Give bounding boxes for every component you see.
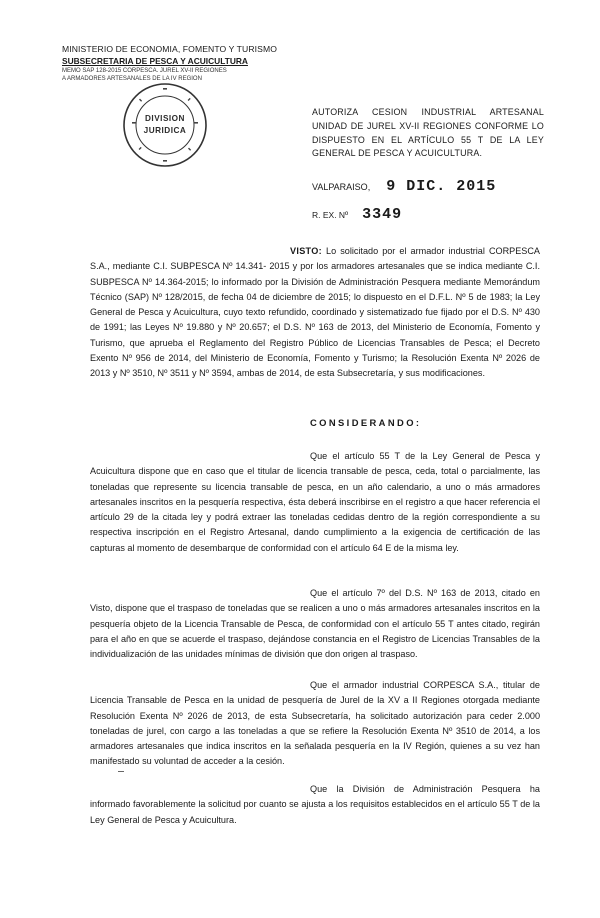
stamp-seal-icon [122,82,208,168]
reference-line-2: A ARMADORES ARTESANALES DE LA IV REGION [62,76,202,82]
rex-number: 3349 [362,206,403,223]
visto-label: VISTO: [290,246,322,256]
dateline [312,178,496,195]
rex-label: R. EX. Nº [312,210,349,220]
reference-line-1: MEMO SAP 128-2015 CORPESCA. JUREL XV-II REGIONES [62,68,227,74]
stamp-line-1: DIVISION [145,114,185,123]
considerando-paragraph-4: Que la División de Administración Pesquera ha informado favorablemente la solicitud por cuanto se ajusta a los requisitos establecidos en el artículo 55 T de la Ley General de Pesca y Acuicultura. [90,784,540,825]
margin-mark [118,771,124,772]
letterhead [62,44,292,82]
considerando-paragraph-1: Que el artículo 55 T de la Ley General de Pesca y Acuicultura dispone que en caso que el titular de licencia transable de pesca, ceda, total o parcialmente, las toneladas que represente su licencia transable de pesca, en un año calendario, a uno o más armadores artesanales inscritos en la pesquería respectiva, ésta deberá inscribirse en el registro a que hacer referencia el artículo 29 de la citada ley y podrá extraer las toneladas cedidas dentro de la región correspondiente a su respectiva inscripción en el Registro Artesanal, dando cumplimiento a la exigencia de certificación de las capturas al momento de desembarque de conformidad con el artículo 64 E de la misma ley. [90,451,540,553]
visto-text: Lo solicitado por el armador industrial CORPESCA S.A., mediante C.I. SUBPESCA Nº 14.341- 2015 y por los armadores artesanales que se indica mediante C.I. SUBPESCA Nº 14.364-2015; lo informado por la División de Administración Pesquera mediante Memorándum Técnico (SAP) Nº 128/2015, de fecha 04 de diciembre de 2015; lo dispuesto en el D.F.L. Nº 5 de 1983; la Ley General de Pesca y Acuicultura, cuyo texto refundido, coordinado y sistematizado fue fijado por el D.S. Nº 430 de 1991; las Leyes Nº 19.880 y Nº 20.657; el D.S. Nº 163 de 2013, del Ministerio de Economía, Fomento y Turismo, que aprueba el Reglamento del Registro Público de Licencias Transables de Pesca; el Decreto Exento Nº 956 de 2014, del Ministerio de Economía, Fomento y Turismo; la Resolución Exenta Nº 2026 de 2013 y Nº 3510, Nº 3511 y Nº 3594, ambas de 2014, de esta Subsecretaría, y sus modificaciones. [90,246,540,379]
subsecretaria-name: SUBSECRETARIA DE PESCA Y ACUICULTURA [62,56,248,66]
division-juridica-stamp [122,82,208,168]
resolution-subject: AUTORIZA CESION INDUSTRIAL ARTESANAL UNIDAD DE JUREL XV-II REGIONES CONFORME LO DISPUESTO EN EL ARTÍCULO 55 T DE LA LEY GENERAL DE PESCA Y ACUICULTURA. [312,107,544,159]
considerando-paragraph-2: Que el artículo 7º del D.S. Nº 163 de 2013, citado en Visto, dispone que el traspaso de toneladas que se realicen a uno o más armadores artesanales inscritos en la pesquería objeto de la Licencia Transable de Pesca, de conformidad con el artículo 55 T antes citado, regirán para el año en que se acuerde el traspaso, dejándose constancia en el Registro de Licencias Transables de la individualización de las unidades mínimas de división que don origen al traspaso. [90,588,540,660]
dateline-date: 9 DIC. 2015 [376,178,497,195]
ministry-name: MINISTERIO DE ECONOMIA, FOMENTO Y TURISMO [62,44,277,54]
stamp-line-2: JURIDICA [143,126,187,135]
considerando-heading: CONSIDERANDO: [310,417,422,428]
dateline-place: VALPARAISO, [312,182,371,192]
considerando-paragraph-3: Que el armador industrial CORPESCA S.A., titular de Licencia Transable de Pesca en la unidad de pesquería de Jurel de la XV a II Regiones otorgada mediante Resolución Exenta Nº 2026 de 2013, de esta Subsecretaría, ha solicitado autorización para ceder 2.000 toneladas de jurel, con cargo a las toneladas a que se refiere la Resolución Exenta Nº 3510 de 2014, a los armadores artesanales que indica inscritos en la señalada pesquería en la IV Región, quienes a su vez han manifestado su voluntad de acceder a la cesión. [90,680,540,767]
visto-paragraph [90,244,540,382]
resolution-number [312,206,402,223]
